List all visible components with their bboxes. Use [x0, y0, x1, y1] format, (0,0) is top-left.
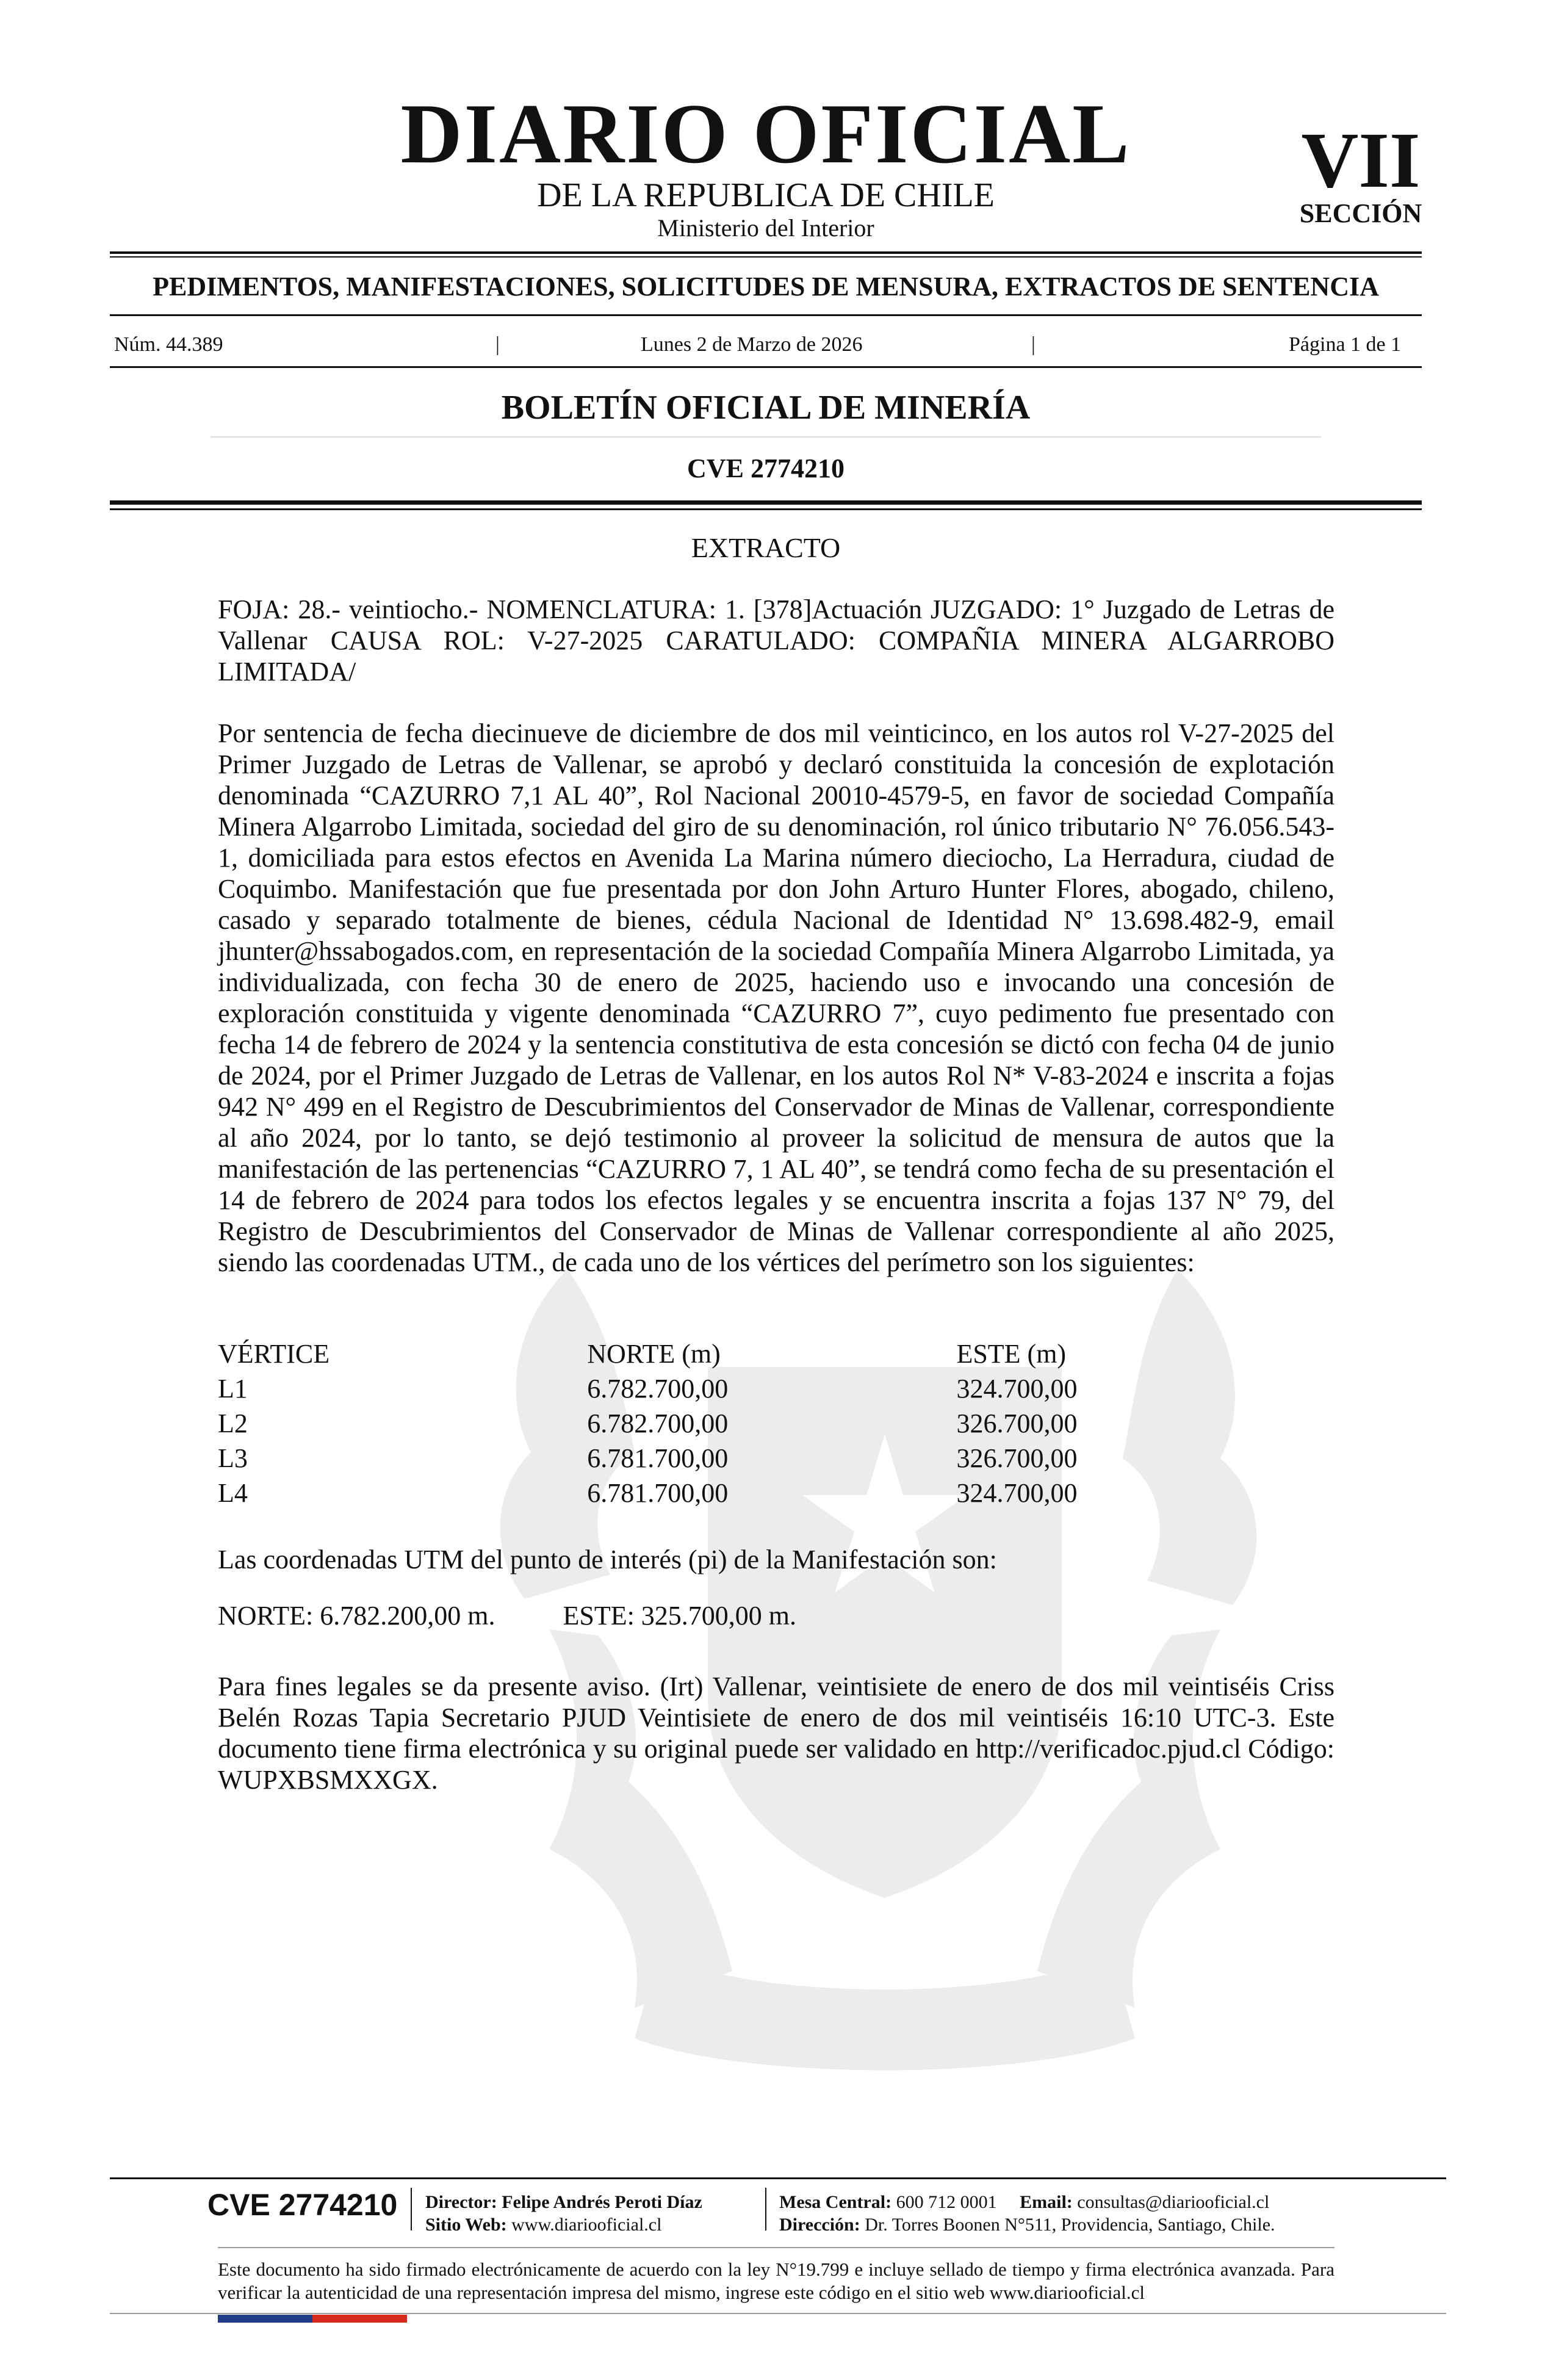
- table-header-north: NORTE (m): [587, 1339, 721, 1369]
- interest-north: NORTE: 6.782.200,00 m.: [218, 1601, 495, 1631]
- issue-date: Lunes 2 de Marzo de 2026: [641, 333, 863, 356]
- issue-number: Núm. 44.389: [114, 333, 223, 356]
- footer-divider: [411, 2188, 412, 2230]
- table-header-row: [218, 1336, 1133, 1371]
- flag-stripe-blue: [218, 2315, 312, 2323]
- footer-website: [425, 2213, 661, 2236]
- section-category: PEDIMENTOS, MANIFESTACIONES, SOLICITUDES DE MENSURA, EXTRACTOS DE SENTENCIA: [153, 272, 1379, 301]
- footer-rule-top: [110, 2177, 1446, 2179]
- footer-rule-mid: [218, 2247, 1334, 2248]
- director-name: Felipe Andrés Peroti Díaz: [502, 2192, 702, 2212]
- vertex-table: [218, 1336, 1133, 1510]
- north-cell: 6.782.700,00: [587, 1408, 729, 1438]
- address-text: Dr. Torres Boonen N°511, Providencia, Santiago, Chile.: [865, 2215, 1275, 2235]
- section-label: SECCIÓN: [1299, 198, 1422, 228]
- footer-cve-code: CVE 2774210: [207, 2188, 398, 2222]
- table-row: [218, 1476, 1133, 1510]
- east-cell: 324.700,00: [956, 1374, 1078, 1404]
- footer-notice: Este documento ha sido firmado electrónicamente de acuerdo con la ley N°19.799 e incluye sellado de tiempo y firma electrónica avanzada. Para verificar la autenticidad de una representación impresa del mismo, ingrese este código en el sitio web www.diariooficial.cl: [218, 2259, 1334, 2303]
- vertex-cell: L2: [218, 1408, 248, 1438]
- section-number: VII: [1301, 117, 1421, 204]
- footer-divider-2: [765, 2188, 766, 2230]
- footer-director: [425, 2191, 702, 2213]
- bulletin-rule: [211, 436, 1321, 438]
- page-indicator: Página 1 de 1: [1289, 333, 1402, 356]
- info-rule: [110, 366, 1422, 368]
- website-label: Sitio Web:: [425, 2215, 507, 2235]
- address-label: Dirección:: [779, 2215, 860, 2235]
- phone-label: Mesa Central:: [779, 2192, 892, 2212]
- cve-rule-thin: [110, 508, 1422, 510]
- masthead-title: DIARIO OFICIAL: [400, 87, 1131, 181]
- north-cell: 6.781.700,00: [587, 1478, 729, 1508]
- website-link[interactable]: www.diariooficial.cl: [511, 2215, 662, 2235]
- phone-number: 600 712 0001: [896, 2192, 997, 2212]
- email-link[interactable]: consultas@diariooficial.cl: [1077, 2192, 1270, 2212]
- table-header-vertex: VÉRTICE: [218, 1339, 330, 1369]
- east-cell: 326.700,00: [956, 1443, 1078, 1473]
- flag-stripe-red: [312, 2315, 407, 2323]
- vertex-cell: L3: [218, 1443, 248, 1473]
- north-cell: 6.782.700,00: [587, 1374, 729, 1404]
- bulletin-title: BOLETÍN OFICIAL DE MINERÍA: [501, 389, 1031, 427]
- extract-closing: Para fines legales se da presente aviso. (Irt) Vallenar, veintisiete de enero de dos mil veintiséis Criss Belén Rozas Tapia Secretario PJUD Veintisiete de enero de dos mil veintiséis 16:10 UTC-3. Este documento tiene firma electrónica y su original puede ser validado en http://verificadoc.pjud.cl Código: WUPXBSMXXGX.: [218, 1671, 1334, 1795]
- table-row: [218, 1441, 1133, 1476]
- east-cell: 324.700,00: [956, 1478, 1078, 1508]
- footer-contact: [779, 2191, 1269, 2213]
- email-label: Email:: [1020, 2192, 1073, 2212]
- footer-rule-bottom: [110, 2313, 1446, 2314]
- table-row: [218, 1371, 1133, 1406]
- extract-body: Por sentencia de fecha diecinueve de diciembre de dos mil veinticinco, en los autos rol V-27-2025 del Primer Juzgado de Letras de Vallenar, se aprobó y declaró constituida la concesión de explotación denominada “CAZURRO 7,1 AL 40”, Rol Nacional 20010-4579-5, en favor de sociedad Compañía Minera Algarrobo Limitada, sociedad del giro de su denominación, rol único tributario N° 76.056.543-1, domiciliada para estos efectos en Avenida La Marina número dieciocho, La Herradura, ciudad de Coquimbo. Manifestación que fue presentada por don John Arturo Hunter Flores, abogado, chileno, casado y separado totalmente de bienes, cédula Nacional de Identidad N° 13.698.482-9, email jhunter@hssabogados.com, en representación de la sociedad Compañía Minera Algarrobo Limitada, ya individualizada, con fecha 30 de enero de 2025, haciendo uso e invocando una concesión de exploración constituida y vigente denominada “CAZURRO 7”, cuyo pedimento fue presentado con fecha 14 de febrero de 2024 y la sentencia constitutiva de esta concesión se dictó con fecha 04 de junio de 2024, por el Primer Juzgado de Letras de Vallenar, en los autos Rol N* V-83-2024 e inscrita a fojas 942 N° 499 en el Registro de Descubrimientos del Conservador de Minas de Vallenar, correspondiente al año 2024, por lo tanto, se dejó testimonio al proveer la solicitud de mensura de autos que la manifestación de las pertenencias “CAZURRO 7, 1 AL 40”, se tendrá como fecha de su presentación el 14 de febrero de 2024 para todos los efectos legales y se encuentra inscrita a fojas 137 N° 79, del Registro de Descubrimientos del Conservador de Minas de Vallenar correspondiente al año 2025, siendo las coordenadas UTM., de cada uno de los vértices del perímetro son los siguientes:: [218, 718, 1334, 1277]
- vertex-cell: L4: [218, 1478, 248, 1508]
- vertex-cell: L1: [218, 1374, 248, 1404]
- footer-address: [779, 2213, 1275, 2236]
- north-cell: 6.781.700,00: [587, 1443, 729, 1473]
- interest-point-coordinates: [218, 1603, 796, 1629]
- masthead-rule-bottom: [110, 256, 1422, 258]
- table-row: [218, 1406, 1133, 1441]
- info-separator-left: |: [495, 333, 500, 356]
- interest-point-intro: Las coordenadas UTM del punto de interés (pi) de la Manifestación son:: [218, 1545, 997, 1574]
- category-rule: [110, 314, 1422, 316]
- masthead-subtitle: DE LA REPUBLICA DE CHILE: [537, 176, 995, 214]
- masthead-rule-top: [110, 251, 1422, 254]
- interest-east: ESTE: 325.700,00 m.: [563, 1601, 797, 1631]
- extract-intro: FOJA: 28.- veintiocho.- NOMENCLATURA: 1. [378]Actuación JUZGADO: 1° Juzgado de Letras de Vallenar CAUSA ROL: V-27-2025 CARATULADO: COMPAÑIA MINERA ALGARROBO LIMITADA/: [218, 594, 1334, 687]
- cve-code: CVE 2774210: [687, 453, 845, 483]
- info-separator-right: |: [1031, 333, 1036, 356]
- east-cell: 326.700,00: [956, 1408, 1078, 1438]
- table-header-east: ESTE (m): [956, 1339, 1067, 1369]
- extract-title: EXTRACTO: [691, 532, 841, 563]
- cve-rule-thick: [110, 500, 1422, 505]
- masthead-ministry: Ministerio del Interior: [657, 214, 874, 242]
- director-label: Director:: [425, 2192, 497, 2212]
